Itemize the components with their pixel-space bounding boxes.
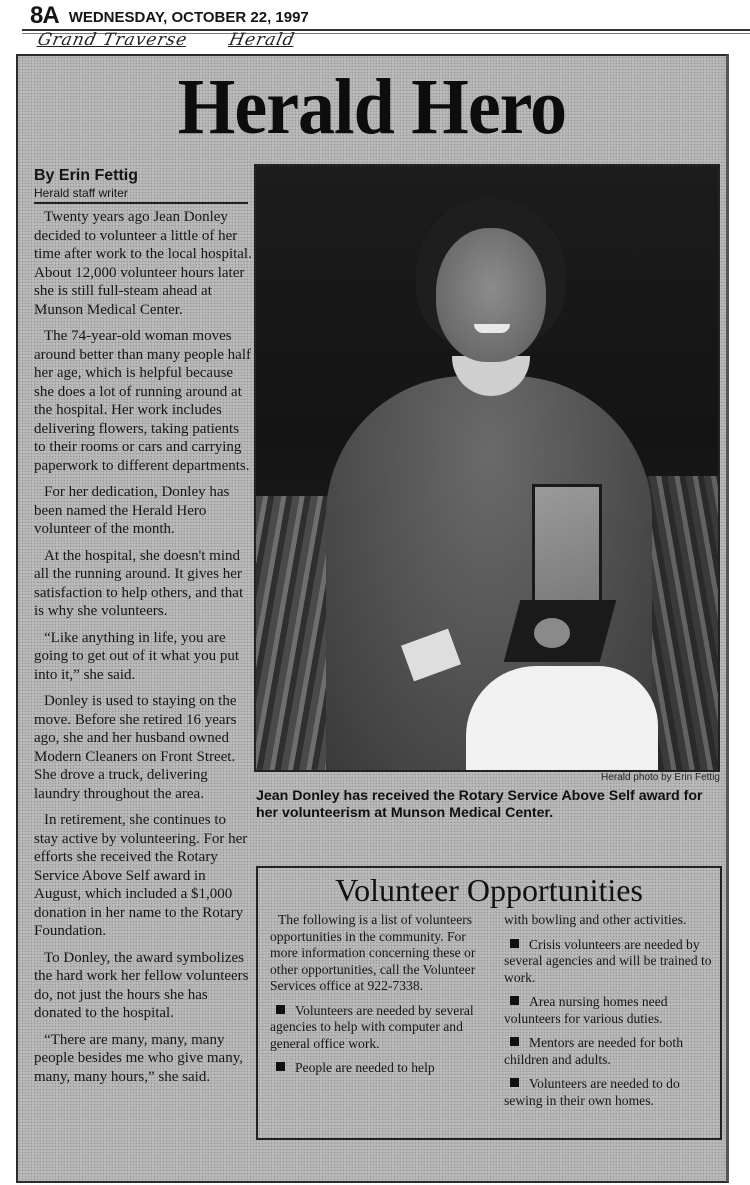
opportunity-continuation: with bowling and other activities.	[504, 912, 687, 927]
sidebar-column-right	[504, 912, 716, 1117]
article-panel	[16, 54, 729, 1183]
opportunity-text: Crisis volunteers are needed by several agencies and will be trained to work.	[504, 936, 712, 985]
opportunity-item	[270, 1003, 482, 1053]
square-bullet-icon	[510, 996, 519, 1005]
photo-subject-smile	[474, 324, 510, 333]
opportunity-text: Area nursing homes need volunteers for various duties.	[504, 994, 668, 1026]
article-paragraph: Twenty years ago Jean Donley decided to volunteer a little of her time after work to the local hospital. About 12,000 volunteer hours later she is still full-steam ahead at Munson Medical Center.	[34, 209, 252, 318]
page-header	[30, 2, 750, 28]
headline: Herald Hero	[177, 62, 567, 152]
article-paragraph: The 74-year-old woman moves around better than many people half her age, which is helpful because she does a lot of running around at the hospital. Her work includes delivering flowers, taking patients to their rooms or cars and carrying paperwork to different departments.	[34, 328, 252, 474]
byline-title: Herald staff writer	[34, 186, 128, 200]
article-paragraph: In retirement, she continues to stay active by volunteering. For her efforts she received the Rotary Service Above Self award in August, which included a $1,000 donation in her name to the Rotary Foundation.	[34, 812, 248, 939]
volunteer-opportunities-box	[256, 866, 722, 1140]
opportunity-item	[504, 1076, 716, 1109]
handwritten-word: Herald	[227, 30, 297, 50]
sofa-arm-left	[256, 496, 328, 770]
article-paragraph: Donley is used to staying on the move. Before she retired 16 years ago, she and her husband owned Modern Cleaners on Front Street. She drove a truck, delivering laundry throughout the area.	[34, 693, 237, 802]
article-paragraph: For her dedication, Donley has been named the Herald Hero volunteer of the month.	[34, 484, 230, 537]
opportunity-text: Volunteers are needed to do sewing in their own homes.	[504, 1076, 680, 1108]
sidebar-columns	[270, 912, 716, 1117]
byline: By Erin Fettig	[34, 167, 139, 184]
square-bullet-icon	[276, 1005, 285, 1014]
award-medal	[534, 618, 570, 648]
handwritten-word: Grand Traverse	[35, 30, 190, 50]
photo-subject-face	[436, 228, 546, 362]
square-bullet-icon	[510, 1037, 519, 1046]
photo-credit: Herald photo by Erin Fettig	[601, 772, 720, 783]
opportunity-item	[504, 937, 716, 987]
photo-caption: Jean Donley has received the Rotary Service Above Self award for her volunteerism at Munson Medical Center.	[256, 788, 703, 821]
opportunity-item	[504, 994, 716, 1027]
square-bullet-icon	[510, 939, 519, 948]
opportunity-text: Mentors are needed for both children and adults.	[504, 1035, 684, 1067]
square-bullet-icon	[510, 1078, 519, 1087]
sidebar-column-left	[270, 912, 482, 1117]
opportunity-text: People are needed to help	[295, 1060, 435, 1075]
sidebar-title: Volunteer Opportunities	[335, 872, 643, 908]
opportunity-item	[270, 1060, 482, 1077]
sidebar-intro: The following is a list of volunteers opportunities in the community. For more information concerning these or other opportunities, call the Volunteer Services office at 922-7338.	[270, 912, 476, 993]
page-number: 8A	[30, 2, 59, 29]
article-body	[34, 208, 252, 1094]
handwritten-source-note	[36, 30, 339, 50]
article-paragraph: At the hospital, she doesn't mind all the running around. It gives her satisfaction to help others, and that is why she volunteers.	[34, 547, 244, 619]
article-paragraph: “Like anything in life, you are going to get out of it what you put into it,” she said.	[34, 629, 239, 683]
square-bullet-icon	[276, 1062, 285, 1071]
opportunity-text: Volunteers are needed by several agencies to help with computer and general office work.	[270, 1002, 474, 1051]
article-paragraph: “There are many, many, many people besides me who give many, many, many hours,” she said.	[34, 1031, 243, 1085]
dateline: WEDNESDAY, OCTOBER 22, 1997	[68, 9, 309, 26]
award-box-lid	[532, 484, 602, 606]
portrait-photo	[254, 164, 720, 772]
opportunity-item	[504, 1035, 716, 1068]
byline-block	[34, 166, 248, 204]
white-cloth	[466, 666, 658, 770]
article-paragraph: To Donley, the award symbolizes the hard work her fellow volunteers do, not just the hours she has donated to the hospital.	[34, 949, 249, 1021]
